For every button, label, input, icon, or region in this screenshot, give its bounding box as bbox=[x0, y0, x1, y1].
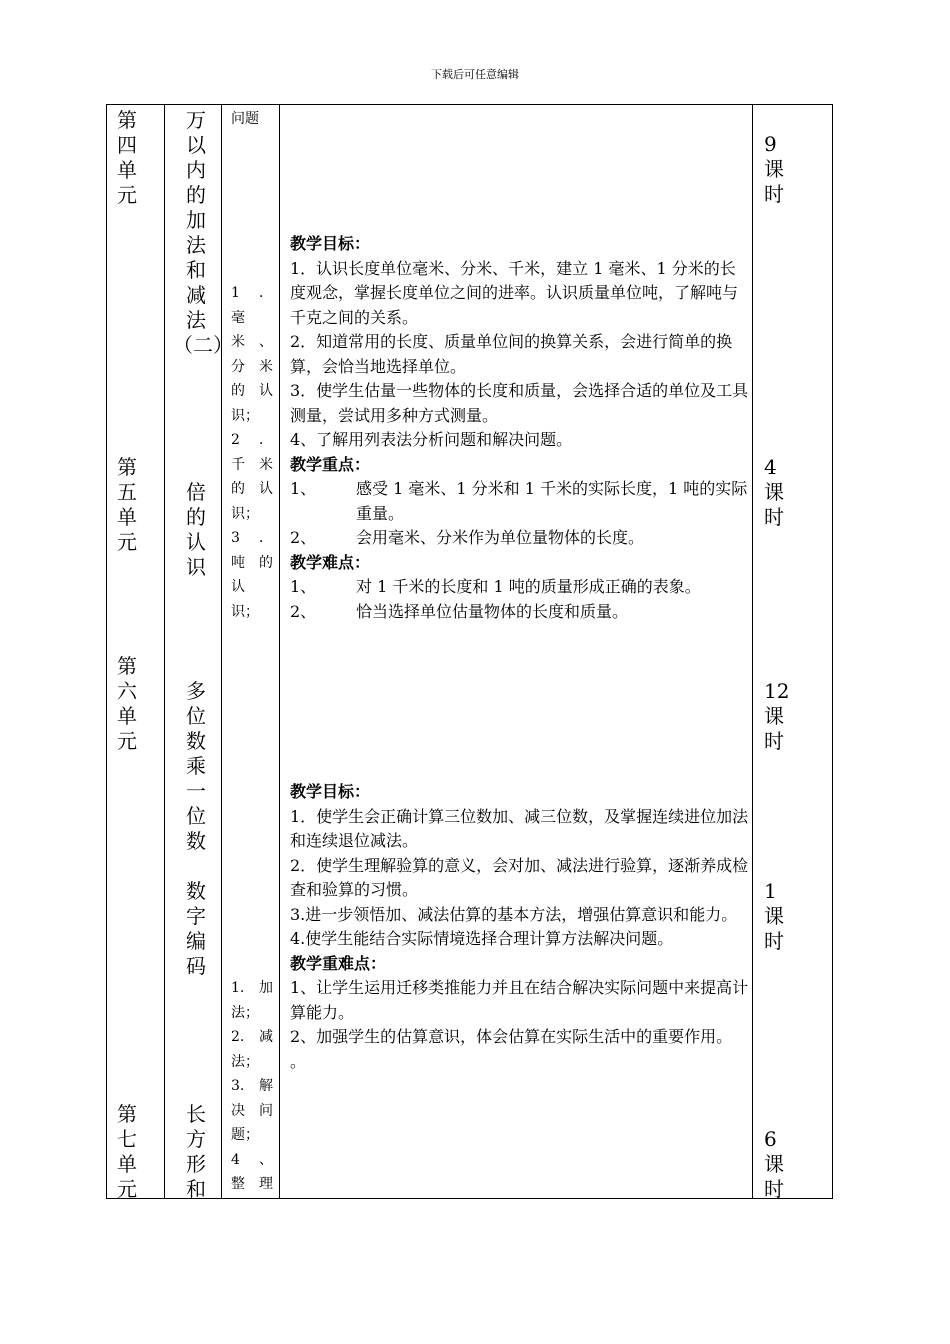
content-line: 问题 bbox=[231, 111, 259, 127]
goal-item: 3．使学生估量一些物体的长度和质量，会选择合适的单位及工具测量，尝试用多种方式测量。 bbox=[290, 381, 749, 425]
content-line: 吨的 bbox=[231, 554, 273, 571]
unit-name: 第 五 单 元 bbox=[117, 455, 137, 554]
content-list-b bbox=[231, 976, 273, 1197]
goal-item: 2．使学生理解验算的意义，会对加、减法进行验算，逐渐养成检查和验算的习惯。 bbox=[290, 855, 749, 899]
key-point bbox=[290, 526, 751, 551]
key-point-text: 感受 1 毫米、1 分米和 1 千米的实际长度，1 吨的实际重量。 bbox=[356, 479, 748, 523]
key-point-number: 1、 bbox=[290, 479, 317, 498]
unit-hours: 12 课 时 bbox=[764, 679, 790, 753]
content-line: 题； bbox=[231, 1127, 259, 1143]
difficulty-number: 1、 bbox=[290, 577, 317, 596]
unit-topic: 万 以 内 的 加 法 和 减 法 （二） bbox=[173, 108, 233, 357]
curriculum-table bbox=[106, 104, 833, 1199]
goal-item: 1．使学生会正确计算三位数加、减三位数，及掌握连续进位加法和连续退位减法。 bbox=[290, 806, 749, 850]
content-line: 决问 bbox=[231, 1102, 273, 1119]
key-point: 。 bbox=[290, 1051, 307, 1071]
content-line: 的认 bbox=[231, 383, 273, 399]
content-line: 3.解 bbox=[231, 1078, 273, 1094]
content-line: 毫 bbox=[231, 309, 245, 326]
unit-name: 第 四 单 元 bbox=[117, 108, 137, 207]
section-heading: 教学难点： bbox=[290, 552, 371, 572]
difficulty-number: 2、 bbox=[290, 601, 317, 621]
key-point-text: 会用毫米、分米作为单位量物体的长度。 bbox=[356, 528, 645, 547]
section-heading: 教学重难点： bbox=[290, 953, 387, 973]
content-top bbox=[231, 107, 273, 132]
teaching-goals-b bbox=[290, 780, 751, 1074]
unit-hours: 4 课 时 bbox=[764, 455, 784, 529]
difficulty-text: 恰当选择单位估量物体的长度和质量。 bbox=[356, 601, 629, 621]
content-line: 法； bbox=[231, 1004, 259, 1021]
content-line: 法； bbox=[231, 1053, 259, 1070]
content-line: 4、 bbox=[231, 1151, 273, 1168]
content-line: 米、 bbox=[231, 334, 273, 350]
key-point: 2、加强学生的估算意识，体会估算在实际生活中的重要作用。 bbox=[290, 1027, 733, 1046]
goal-item: 2．知道常用的长度、质量单位间的换算关系，会进行简单的换算，会恰当地选择单位。 bbox=[290, 332, 733, 376]
column-divider bbox=[164, 105, 165, 1198]
section-heading: 教学目标： bbox=[290, 782, 371, 801]
column-divider bbox=[279, 105, 280, 1198]
unit-name: 第 六 单 元 bbox=[117, 654, 137, 753]
content-line: 的认 bbox=[231, 481, 273, 497]
content-line: 千米 bbox=[231, 456, 273, 473]
goal-item: 1．认识长度单位毫米、分米、千米，建立 1 毫米、1 分米的长度观念，掌握长度单位之间的进率。认识质量单位吨，了解吨与千克之间的关系。 bbox=[290, 258, 739, 327]
content-line: 3． bbox=[231, 530, 273, 546]
content-line: 2． bbox=[231, 432, 273, 448]
content-line: 识； bbox=[231, 603, 259, 620]
content-list-a bbox=[231, 281, 273, 624]
content-line: 识； bbox=[231, 505, 259, 522]
difficulty-point bbox=[290, 600, 751, 625]
content-line: 认 bbox=[231, 579, 245, 595]
section-heading: 教学重点： bbox=[290, 454, 371, 474]
content-line: 识； bbox=[231, 407, 259, 424]
page-header: 下载后可任意编辑 bbox=[431, 68, 519, 81]
key-point-number: 2、 bbox=[290, 528, 317, 547]
goal-item: 4.使学生能结合实际情境选择合理计算方法解决问题。 bbox=[290, 929, 674, 948]
content-line: 分米 bbox=[231, 358, 273, 375]
unit-topic: 数 字 编 码 bbox=[186, 879, 206, 978]
teaching-goals-a bbox=[290, 232, 751, 624]
unit-hours: 9 课 时 bbox=[764, 132, 784, 206]
content-line: 整理 bbox=[231, 1176, 273, 1192]
content-line: 1． bbox=[231, 285, 273, 301]
section-heading: 教学目标： bbox=[290, 234, 371, 253]
difficulty-text: 对 1 千米的长度和 1 吨的质量形成正确的表象。 bbox=[356, 577, 701, 596]
unit-hours: 6 课 时 bbox=[764, 1127, 784, 1201]
content-line: 1.加 bbox=[231, 980, 273, 996]
content-line: 2.减 bbox=[231, 1029, 273, 1045]
goal-item: 3.进一步领悟加、减法估算的基本方法，增强估算意识和能力。 bbox=[290, 904, 738, 924]
unit-topic: 多 位 数 乘 一 位 数 bbox=[186, 679, 206, 853]
difficulty-point bbox=[290, 575, 751, 600]
unit-topic: 倍 的 认 识 bbox=[186, 480, 206, 579]
unit-name: 第 七 单 元 bbox=[117, 1102, 137, 1201]
key-point: 1、让学生运用迁移类推能力并且在结合解决实际问题中来提高计算能力。 bbox=[290, 978, 749, 1022]
unit-hours: 1 课 时 bbox=[764, 879, 784, 953]
column-divider bbox=[221, 105, 222, 1198]
column-divider bbox=[752, 105, 753, 1198]
goal-item: 4、了解用列表法分析问题和解决问题。 bbox=[290, 430, 573, 449]
unit-topic: 长 方 形 和 bbox=[186, 1102, 206, 1201]
key-point bbox=[290, 477, 751, 526]
